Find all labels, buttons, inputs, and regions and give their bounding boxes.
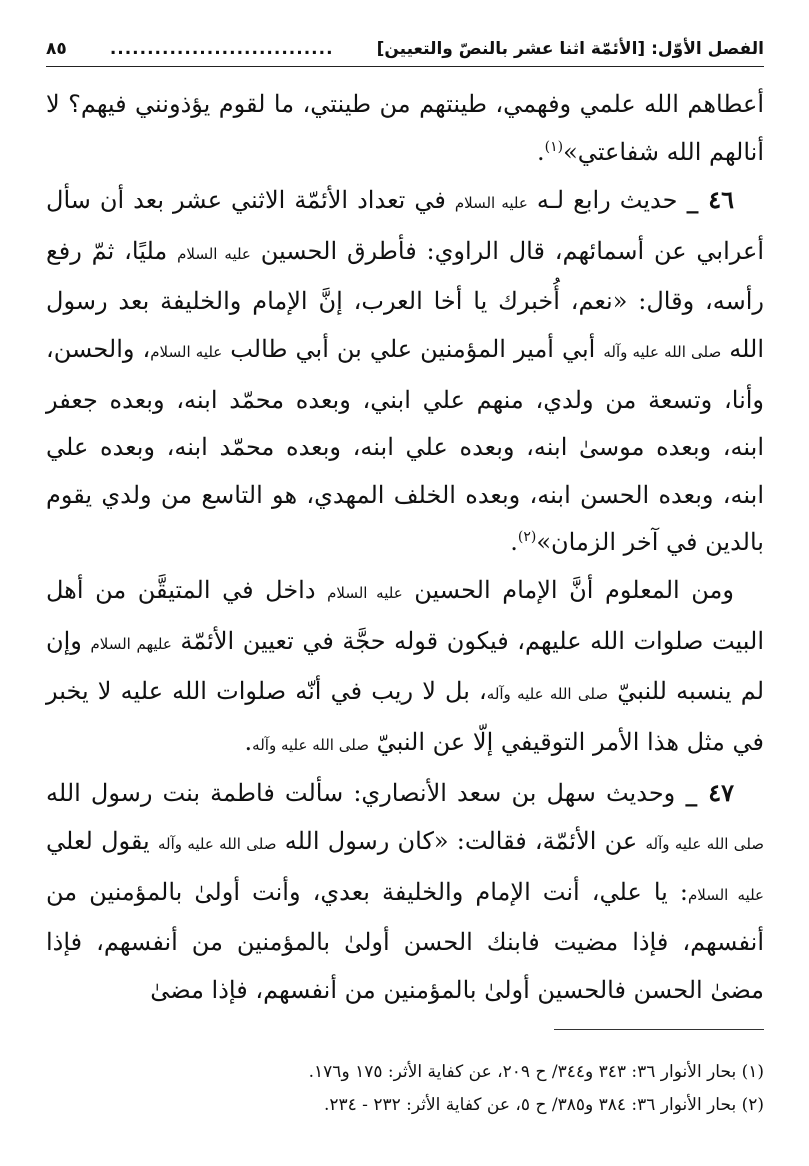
honorific-glyph: صلى الله عليه وآله	[486, 685, 609, 704]
main-text	[46, 81, 764, 1014]
text-segment: أعطاهم الله علمي وفهمي، طينتهم من طينتي، ما لقوم يؤذونني فيهم؟ لا أنالهم الله شفاعتي»	[46, 90, 765, 166]
text-segment: حديث رابع لـه	[527, 186, 687, 215]
text-segment: ومن المعلوم أنَّ الإمام الحسين	[402, 575, 734, 604]
honorific-glyph: صلى الله عليه وآله	[645, 834, 765, 853]
chapter-title: الفصل الأوّل: [الأئمّة اثنا عشر بالنصّ والتعيين]	[376, 39, 764, 59]
hadith-number-46: ٤٦ _	[686, 185, 735, 215]
text-segment: أبي أمير المؤمنين علي بن أبي طالب	[222, 334, 604, 363]
text-segment: .	[510, 528, 518, 557]
running-head	[46, 26, 764, 67]
footnote-1: (١) بحار الأنوار ٣٦: ٣٤٣ و٣٤٤/ ح ٢٠٩، عن كفاية الأثر: ١٧٥ و١٧٦.	[308, 1062, 764, 1082]
text-segment: يقول لعلي	[46, 826, 158, 855]
honorific-glyph: عليه السلام	[327, 583, 403, 602]
text-segment: مليًا، ثمّ رفع رأسه، وقال: «نعم، أُخبرك يا أخا العرب، إنَّ الإمام والخليفة بعد رسول الله	[46, 236, 765, 363]
paragraph-hadith-46	[46, 176, 764, 567]
footnote-2: (٢) بحار الأنوار ٣٦: ٣٨٤ و٣٨٥/ ح ٥، عن كفاية الأثر: ٢٣٢ - ٢٣٤.	[323, 1095, 764, 1115]
footnote-ref-1: (١)	[544, 138, 564, 155]
text-segment: ، بل لا ريب في أنّه صلوات الله عليه لا يخبر في مثل هذا الأمر التوقيفي إلّا عن النبيّ	[46, 677, 764, 756]
paragraph-1	[46, 81, 764, 176]
honorific-glyph: عليه السلام	[177, 244, 251, 263]
honorific-glyph: عليه السلام	[150, 342, 223, 361]
text-segment: في تعداد الأئمّة الاثني عشر بعد أن سأل أعرابي عن أسمائهم، قال الراوي: فأطرق الحسين	[46, 186, 765, 265]
honorific-glyph: صلى الله عليه وآله	[252, 735, 369, 754]
hadith-number-47: ٤٧ _	[685, 778, 734, 808]
text-segment: .	[244, 727, 253, 756]
text-segment: .	[537, 137, 545, 166]
text-segment: ، والحسن، وأنا، وتسعة من ولدي، منهم علي ابني، وبعده محمّد ابنه، وبعده جعفر ابنه، وبعده موسىٰ ابنه، وبعده علي ابنه، وبعده محمّد ابنه، وبعده علي ابنه، وبعده الحسن ابنه، وبعده الخلف المهدي، هو التاسع من ولدي يقوم بالدين في آخر الزمان»	[46, 334, 764, 557]
document-page	[46, 26, 764, 1146]
honorific-glyph: عليهم السلام	[90, 634, 172, 653]
page-number: ٨٥	[46, 39, 67, 59]
paragraph-hadith-47	[46, 769, 764, 1014]
text-segment: عن الأئمّة، فقالت: «كان رسول الله	[276, 826, 646, 855]
leader-dots: ..............................	[109, 39, 334, 59]
text-segment: وإن لم ينسبه للنبيّ	[46, 626, 765, 706]
footnote-separator	[554, 1029, 764, 1030]
honorific-glyph: عليه السلام	[687, 885, 765, 904]
footnote-ref-2: (٢)	[517, 529, 537, 546]
honorific-glyph: صلى الله عليه وآله	[603, 342, 722, 361]
honorific-glyph: صلى الله عليه وآله	[157, 834, 277, 853]
text-segment: داخل في المتيقَّن من أهل البيت صلوات الله عليهم، فيكون قوله حجَّة في تعيين الأئمّة	[46, 575, 765, 655]
text-segment: : يا علي، أنت الإمام والخليفة بعدي، وأنت أولىٰ بالمؤمنين من أنفسهم، فإذا مضيت فابنك الحسن أولىٰ بالمؤمنين من أنفسهم، فإذا مضىٰ الحسن فالحسين أولىٰ بالمؤمنين من أنفسهم، فإذا مضىٰ	[46, 877, 764, 1004]
paragraph-commentary	[46, 567, 764, 769]
text-segment: وحديث سهل بن سعد الأنصاري: سألت فاطمة بنت رسول الله	[46, 779, 686, 808]
footnotes	[46, 1056, 764, 1122]
honorific-glyph: عليه السلام	[454, 194, 528, 213]
